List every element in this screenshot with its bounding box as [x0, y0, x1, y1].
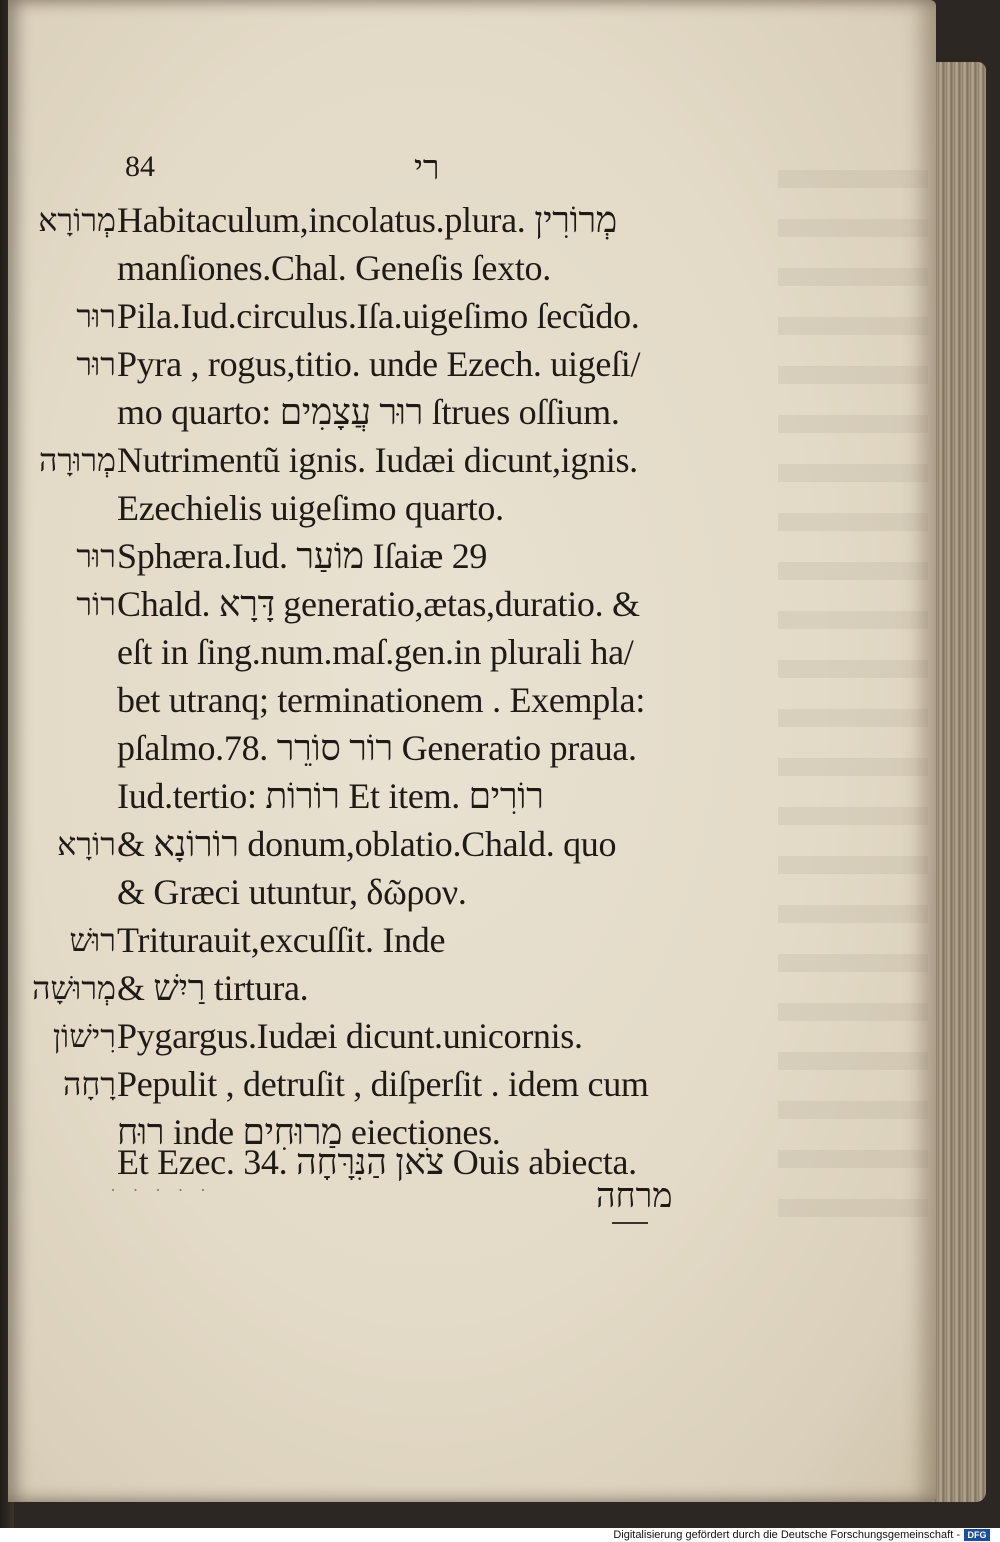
- entry-line: & רוֹרוֹנָא donum,oblatio.Chald. quo: [117, 824, 617, 864]
- catchword: מרחה: [596, 1176, 673, 1216]
- headword: רָחָה: [62, 1065, 116, 1103]
- page-number: 84: [125, 150, 155, 183]
- entry-line: רוּח inde מַרוּחִים eiectiones.: [117, 1112, 501, 1152]
- entry-line: Triturauit,excuſſit. Inde: [117, 920, 446, 960]
- headword: רוֹרָא: [57, 825, 116, 863]
- headword: רִישׁוֹן: [52, 1017, 116, 1055]
- entry-line: pſalmo.78. רוֹר סוֹרֵר Generatio praua.: [117, 728, 637, 768]
- entry-line: mo quarto: רוּר עֲצָמִים ſtrues oſſium.: [117, 392, 620, 432]
- entry-line: Habitaculum,incolatus.plura. מְרוֹרִין: [117, 200, 617, 240]
- entry-line: Pygargus.Iudæi dicunt.unicornis.: [117, 1016, 583, 1056]
- faded-marks: · · · · ·: [110, 1180, 212, 1200]
- entry-line: Pepulit , detruſit , diſperſit . idem cum: [117, 1064, 649, 1104]
- entry-line: Nutrimentũ ignis. Iudæi dicunt,ignis.: [117, 440, 638, 480]
- entry-line: Ezechielis uigeſimo quarto.: [117, 488, 504, 528]
- entry-line: Chald. דָּרָא generatio,ætas,duratio. &: [117, 584, 640, 624]
- page-edges: [930, 62, 986, 1502]
- entry-line: & רַיִשׁ tirtura.: [117, 968, 309, 1008]
- entry-line: & Græci utuntur, δῶρον.: [117, 872, 467, 912]
- entry-line: Sphæra.Iud. מוֹעַר Iſaiæ 29: [117, 536, 488, 576]
- headword: רוּשׁ: [69, 921, 116, 959]
- headword: מְרוּשָׁה: [32, 969, 116, 1007]
- entry-line: Pyra , rogus,titio. unde Ezech. uigeſi/: [117, 344, 641, 384]
- entry-line: Iud.tertio: רוֹרוֹת Et item. רוֹרִים: [117, 776, 544, 816]
- catchword-underline: [612, 1222, 648, 1224]
- show-through-texture: [778, 170, 928, 1230]
- headword: רוּר: [76, 297, 116, 335]
- entry-line: Pila.Iud.circulus.Iſa.uigeſimo ſecũdo.: [117, 296, 640, 336]
- entry-line: eſt in ſing.num.maſ.gen.in plurali ha/: [117, 632, 634, 672]
- headword: רוּר: [76, 345, 116, 383]
- entry-line: bet utranq; terminationem . Exempla:: [117, 680, 646, 720]
- headword: רוֹר: [76, 585, 116, 623]
- dfg-logo: DFG: [964, 1529, 990, 1541]
- funding-credit: Digitalisierung gefördert durch die Deutsche Forschungsgemeinschaft -: [613, 1529, 960, 1541]
- running-head: רי: [414, 148, 440, 188]
- entry-line: Et Ezec. 34. צֹאן הַנִּרָּחָה Ouis abiecta.: [117, 1142, 637, 1182]
- headword: מְרוּרָה: [39, 441, 116, 479]
- entry-line: manſiones.Chal. Geneſis ſexto.: [117, 248, 551, 288]
- headword: רוּר: [76, 537, 116, 575]
- headword: מְרוֹרָא: [38, 201, 116, 239]
